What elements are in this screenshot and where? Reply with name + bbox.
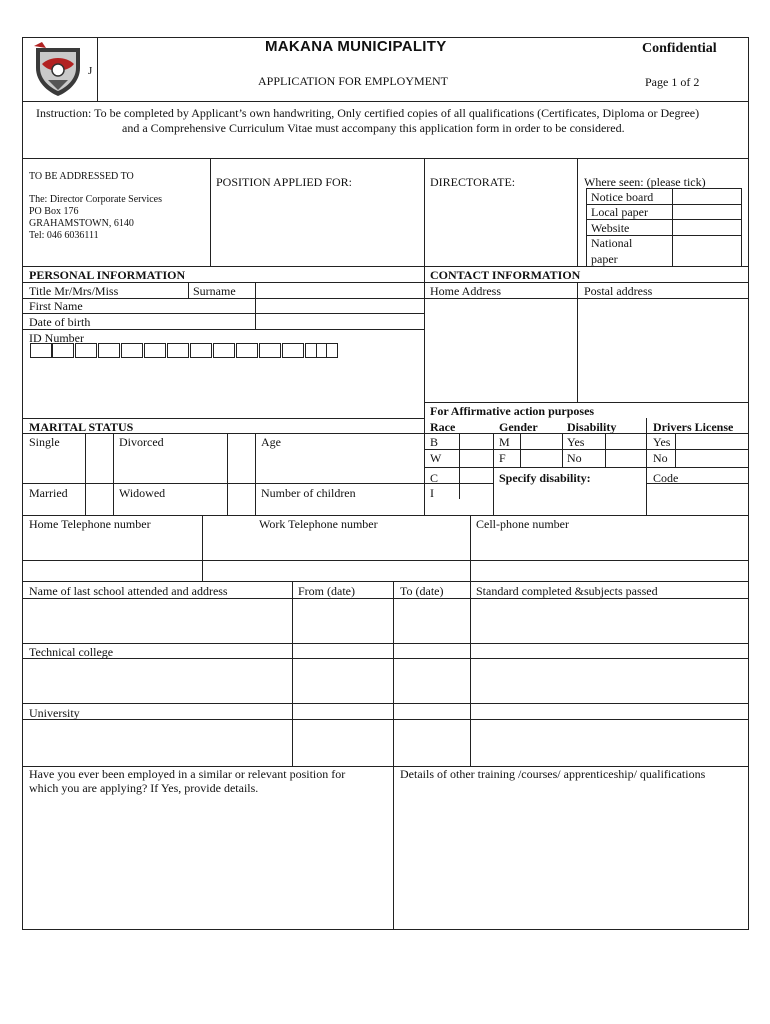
surname-field[interactable]: [256, 283, 423, 297]
tick-disability-yes[interactable]: [606, 434, 645, 448]
personal-info-heading: PERSONAL INFORMATION: [29, 268, 186, 282]
id-digit-box[interactable]: [316, 343, 338, 358]
home-phone-field[interactable]: [23, 532, 201, 559]
org-name: MAKANA MUNICIPALITY: [265, 38, 447, 55]
university-label: University: [29, 706, 80, 720]
home-phone-label: Home Telephone number: [29, 517, 151, 531]
id-digit-box[interactable]: [213, 343, 235, 358]
dob-field[interactable]: [256, 314, 423, 328]
where-seen-website: Website: [591, 221, 630, 235]
address-line-3: GRAHAMSTOWN, 6140: [29, 218, 134, 229]
age-field[interactable]: [256, 450, 423, 482]
disability-label: Disability: [567, 420, 617, 434]
id-digit-box[interactable]: [144, 343, 166, 358]
instruction-line-1: Instruction: To be completed by Applicant’s own handwriting, Only certified copies of all qualifications (Certificates, Diploma or Degree): [36, 106, 700, 120]
id-digit-box[interactable]: [30, 343, 52, 358]
university-from-field[interactable]: [293, 720, 392, 765]
id-digit-box[interactable]: [121, 343, 143, 358]
tick-widowed[interactable]: [228, 484, 254, 514]
technical-college-label: Technical college: [29, 645, 114, 659]
cell-phone-label: Cell-phone number: [476, 517, 569, 531]
specify-disability-label: Specify disability:: [499, 471, 591, 485]
children-label: Number of children: [261, 486, 356, 500]
technical-field[interactable]: [23, 659, 291, 702]
surname-label: Surname: [193, 284, 236, 298]
tick-gender-m[interactable]: [521, 434, 561, 448]
gender-m: M: [499, 435, 510, 449]
logo-mark: J: [88, 65, 93, 77]
from-date-label: From (date): [298, 584, 355, 598]
experience-field[interactable]: [23, 797, 392, 928]
where-seen-label: Where seen: (please tick): [584, 175, 706, 189]
school-to-field[interactable]: [394, 599, 469, 642]
tick-local-paper[interactable]: [673, 205, 740, 218]
id-digit-box[interactable]: [98, 343, 120, 358]
tick-single[interactable]: [86, 434, 112, 482]
license-code-label: Code: [653, 471, 679, 485]
school-standard-field[interactable]: [471, 599, 747, 642]
training-field[interactable]: [394, 783, 747, 928]
home-address-label: Home Address: [430, 284, 501, 298]
experience-question-line-2: which you are applying? If Yes, provide details.: [29, 781, 259, 795]
technical-to-field[interactable]: [394, 659, 469, 702]
tick-notice-board[interactable]: [673, 189, 740, 203]
license-no: No: [653, 451, 668, 465]
university-to-field[interactable]: [394, 720, 469, 765]
dob-label: Date of birth: [29, 315, 91, 329]
affirmative-heading: For Affirmative action purposes: [430, 404, 595, 418]
race-c: C: [430, 471, 439, 485]
title-label: Title Mr/Mrs/Miss: [29, 284, 119, 298]
to-date-label: To (date): [400, 584, 444, 598]
id-digit-box[interactable]: [190, 343, 212, 358]
widowed-label: Widowed: [119, 486, 166, 500]
work-phone-label: Work Telephone number: [259, 517, 378, 531]
license-code-field[interactable]: [647, 484, 747, 514]
address-line-2: PO Box 176: [29, 206, 79, 217]
race-b: B: [430, 435, 439, 449]
university-standard-field[interactable]: [471, 720, 747, 765]
tick-race-w[interactable]: [460, 450, 492, 466]
address-heading: TO BE ADDRESSED TO: [29, 171, 134, 182]
race-w: W: [430, 451, 442, 465]
id-number-label: ID Number: [29, 331, 84, 345]
standard-label: Standard completed &subjects passed: [476, 584, 658, 598]
address-line-4: Tel: 046 6036111: [29, 230, 99, 241]
gender-label: Gender: [499, 420, 538, 434]
married-label: Married: [29, 486, 68, 500]
municipality-logo: [28, 42, 93, 98]
single-label: Single: [29, 435, 60, 449]
id-digit-box[interactable]: [236, 343, 258, 358]
address-line-1: The: Director Corporate Services: [29, 194, 163, 205]
tick-disability-no[interactable]: [606, 450, 645, 466]
tick-race-i[interactable]: [460, 484, 492, 498]
id-digit-box[interactable]: [282, 343, 304, 358]
work-phone-field[interactable]: [203, 532, 469, 559]
postal-address-field[interactable]: [578, 299, 747, 401]
marital-status-heading: MARITAL STATUS: [29, 420, 134, 434]
race-label: Race: [430, 420, 456, 434]
tick-race-b[interactable]: [460, 434, 492, 448]
tick-website[interactable]: [673, 220, 740, 234]
first-name-field[interactable]: [256, 299, 423, 313]
race-i: I: [430, 486, 434, 500]
confidential-label: Confidential: [642, 41, 717, 56]
school-label: Name of last school attended and address: [29, 584, 228, 598]
tick-gender-f[interactable]: [521, 450, 561, 466]
tick-married[interactable]: [86, 484, 112, 514]
tick-national-paper[interactable]: [673, 236, 740, 265]
where-seen-paper: paper: [591, 252, 618, 266]
id-digit-box[interactable]: [259, 343, 281, 358]
page-number: Page 1 of 2: [645, 75, 700, 89]
specify-disability-field[interactable]: [494, 484, 645, 514]
university-field[interactable]: [23, 720, 291, 765]
id-digit-box[interactable]: [167, 343, 189, 358]
drivers-license-label: Drivers License: [653, 420, 734, 434]
age-label: Age: [261, 435, 281, 449]
position-label: POSITION APPLIED FOR:: [216, 175, 353, 189]
license-yes: Yes: [653, 435, 671, 449]
directorate-label: DIRECTORATE:: [430, 175, 516, 189]
experience-question-line-1: Have you ever been employed in a similar or relevant position for: [29, 767, 346, 781]
where-seen-local-paper: Local paper: [591, 205, 648, 219]
where-seen-notice-board: Notice board: [591, 190, 654, 204]
contact-info-heading: CONTACT INFORMATION: [430, 268, 581, 282]
gender-f: F: [499, 451, 506, 465]
instruction-line-2: and a Comprehensive Curriculum Vitae must accompany this application form in order to be considered.: [122, 121, 625, 135]
children-field[interactable]: [366, 484, 423, 514]
tick-race-c[interactable]: [460, 468, 492, 482]
school-field[interactable]: [23, 599, 291, 642]
divorced-label: Divorced: [119, 435, 164, 449]
cell-phone-field[interactable]: [471, 532, 747, 559]
tick-license-yes[interactable]: [676, 434, 747, 448]
postal-address-label: Postal address: [584, 284, 653, 298]
home-address-field[interactable]: [425, 299, 576, 401]
id-digit-box[interactable]: [52, 343, 74, 358]
where-seen-national: National: [591, 236, 633, 250]
technical-standard-field[interactable]: [471, 659, 747, 702]
first-name-label: First Name: [29, 299, 83, 313]
training-label: Details of other training /courses/ apprenticeship/ qualifications: [400, 767, 706, 781]
school-from-field[interactable]: [293, 599, 392, 642]
tick-divorced[interactable]: [228, 434, 254, 482]
disability-yes: Yes: [567, 435, 585, 449]
technical-from-field[interactable]: [293, 659, 392, 702]
tick-license-no[interactable]: [676, 450, 747, 466]
id-digit-box[interactable]: [75, 343, 97, 358]
document-title: APPLICATION FOR EMPLOYMENT: [258, 74, 449, 88]
disability-no: No: [567, 451, 582, 465]
